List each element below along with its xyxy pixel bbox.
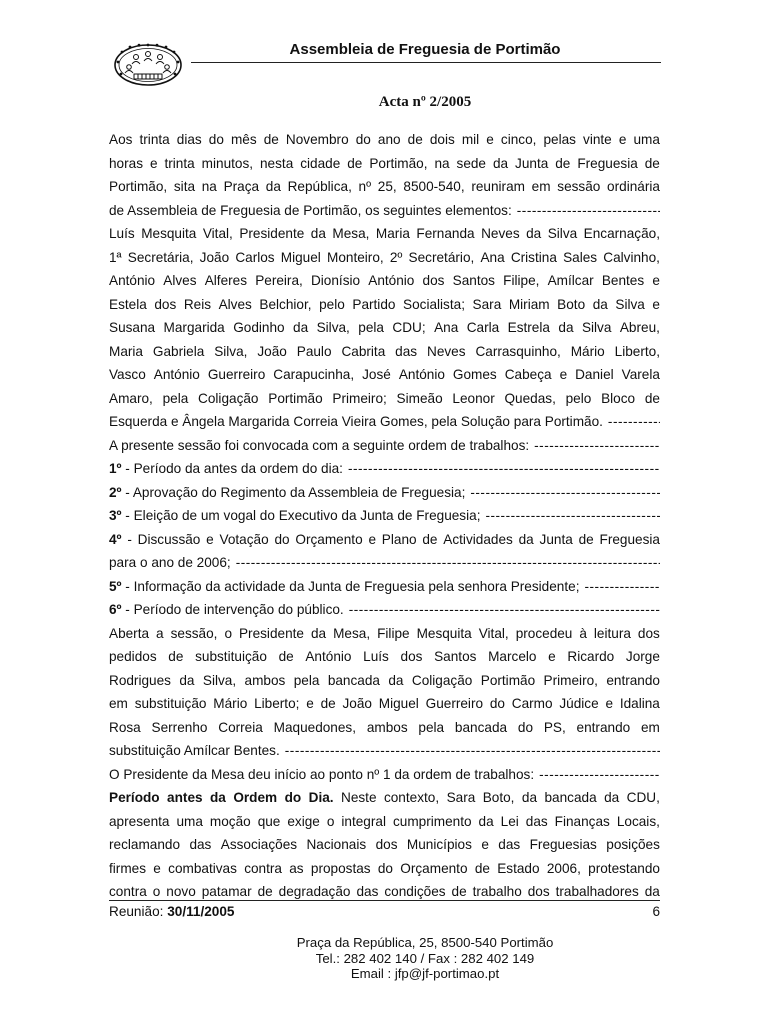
text-line — [109, 434, 660, 458]
text-line — [109, 551, 660, 575]
text-line: 4º - Discussão e Votação do Orçamento e Plano de Actividades da Junta de Freguesia — [109, 531, 660, 547]
text-line: apresenta uma moção que exige o integral cumprimento da Lei das Finanças Locais, — [109, 813, 660, 829]
dash-filler — [608, 410, 660, 434]
minutes-body — [109, 128, 660, 904]
text-line — [109, 763, 660, 787]
address-line: Praça da República, 25, 8500-540 Portimão — [296, 935, 554, 950]
item-number: 1º — [109, 461, 122, 476]
dash-filler — [348, 457, 660, 481]
dash-filler — [534, 434, 660, 458]
text-line — [109, 410, 660, 434]
text-line — [109, 504, 660, 528]
text-line: em substituição Mário Liberto; e de João Miguel Guerreiro do Carmo Júdice e Idalina — [109, 696, 660, 711]
text-line: 1ª Secretária, João Carlos Miguel Monteiro, 2º Secretário, Ana Cristina Sales Calvinho, — [109, 249, 660, 265]
dash-filler — [517, 199, 660, 223]
line-text: - Período de intervenção do público. — [121, 602, 344, 617]
item-number: 4º — [109, 531, 122, 547]
line-text: para o ano de 2006; — [109, 555, 231, 570]
text-line: firmes e combativas contra as propostas do Orçamento de Estado 2006, protestando — [109, 860, 660, 876]
line-text: Esquerda e Ângela Margarida Correia Vieira Gomes, pela Solução para Portimão. — [109, 414, 603, 429]
line-text: - Período da antes da ordem do dia: — [121, 461, 343, 476]
dash-filler — [485, 504, 660, 528]
email-line: Email : jfp@jf-portimao.pt — [350, 966, 500, 981]
line-text: - Eleição de um vogal do Executivo da Junta de Freguesia; — [121, 508, 481, 523]
meeting-label: Reunião: — [109, 904, 168, 919]
line-text: A presente sessão foi convocada com a seguinte ordem de trabalhos: — [109, 437, 530, 453]
text-line: Estela dos Reis Alves Belchior, pelo Partido Socialista; Sara Miriam Boto da Silva e — [109, 296, 660, 312]
text-line — [109, 739, 660, 763]
text-line: Aberta a sessão, o Presidente da Mesa, Filipe Mesquita Vital, procedeu à leitura dos — [109, 625, 660, 641]
dash-filler — [349, 598, 660, 622]
dash-filler — [236, 551, 660, 575]
meeting-date-line — [109, 904, 235, 919]
line-text: - Informação da actividade da Junta de Freguesia pela senhora Presidente; — [121, 578, 580, 594]
text-line: Portimão, sita na Praça da República, nº 25, 8500-540, reuniram em sessão ordinária — [109, 179, 660, 194]
text-line: Maria Gabriela Silva, João Paulo Cabrita das Neves Carrasquinho, Mário Liberto, — [109, 343, 660, 359]
dash-filler — [539, 763, 660, 787]
item-number: 3º — [109, 508, 122, 523]
text-line: António Alves Alferes Pereira, Dionísio António dos Santos Filipe, Amílcar Bentes e — [109, 273, 660, 288]
minutes-number: Acta nº 2/2005 — [378, 94, 472, 110]
line-text: - Aprovação do Regimento da Assembleia de Freguesia; — [121, 484, 466, 500]
text-line: Luís Mesquita Vital, Presidente da Mesa, Maria Fernanda Neves da Silva Encarnação, — [109, 226, 660, 241]
footer-divider — [109, 900, 660, 901]
item-number: 5º — [109, 578, 122, 594]
text-line: Rodrigues da Silva, ambos pela bancada da Coligação Portimão Primeiro, entrando — [109, 672, 660, 688]
item-number: 6º — [109, 602, 122, 617]
organization-title: Assembleia de Freguesia de Portimão — [289, 41, 561, 58]
text-line: Vasco António Guerreiro Carapucinha, José António Gomes Cabeça e Daniel Varela — [109, 367, 660, 382]
item-number: 2º — [109, 484, 122, 500]
dash-filler — [470, 481, 660, 505]
phone-fax-line: Tel.: 282 402 140 / Fax : 282 402 149 — [315, 950, 535, 966]
text-line: Rosa Serrenho Correia Maquedones, ambos pela bancada do PS, entrando em — [109, 719, 660, 735]
line-text: substituição Amílcar Bentes. — [109, 743, 280, 758]
text-line: Susana Margarida Godinho da Silva, pela CDU; Ana Carla Estrela da Silva Abreu, — [109, 320, 660, 335]
text-line — [109, 575, 660, 599]
header-divider — [191, 62, 661, 63]
meeting-date: 30/11/2005 — [167, 904, 235, 919]
dash-filler — [285, 739, 660, 763]
line-text: O Presidente da Mesa deu início ao ponto nº 1 da ordem de trabalhos: — [109, 766, 535, 782]
dash-filler — [584, 575, 660, 599]
line-text: de Assembleia de Freguesia de Portimão, os seguintes elementos: — [109, 202, 512, 218]
text-line: contra o novo patamar de degradação das condições de trabalho dos trabalhadores da — [109, 884, 660, 899]
text-line — [109, 199, 660, 223]
text-line: Período antes da Ordem do Dia. Neste contexto, Sara Boto, da bancada da CDU, — [109, 790, 660, 805]
text-line: Aos trinta dias do mês de Novembro do ano de dois mil e cinco, pelas vinte e uma — [109, 132, 660, 147]
text-line — [109, 481, 660, 505]
text-line: pedidos de substituição de António Luís dos Santos Marcelo e Ricardo Jorge — [109, 649, 660, 664]
text-line: Amaro, pela Coligação Portimão Primeiro; Simeão Leonor Quedas, pelo Bloco de — [109, 390, 660, 406]
text-line — [109, 457, 660, 481]
page-number: 6 — [652, 904, 660, 919]
text-line — [109, 598, 660, 622]
text-line: horas e trinta minutos, nesta cidade de Portimão, na sede da Junta de Freguesia de — [109, 155, 660, 171]
footer-address — [40, 935, 770, 982]
text-line: reclamando das Associações Nacionais dos Municípios e das Freguesias posições — [109, 837, 660, 852]
